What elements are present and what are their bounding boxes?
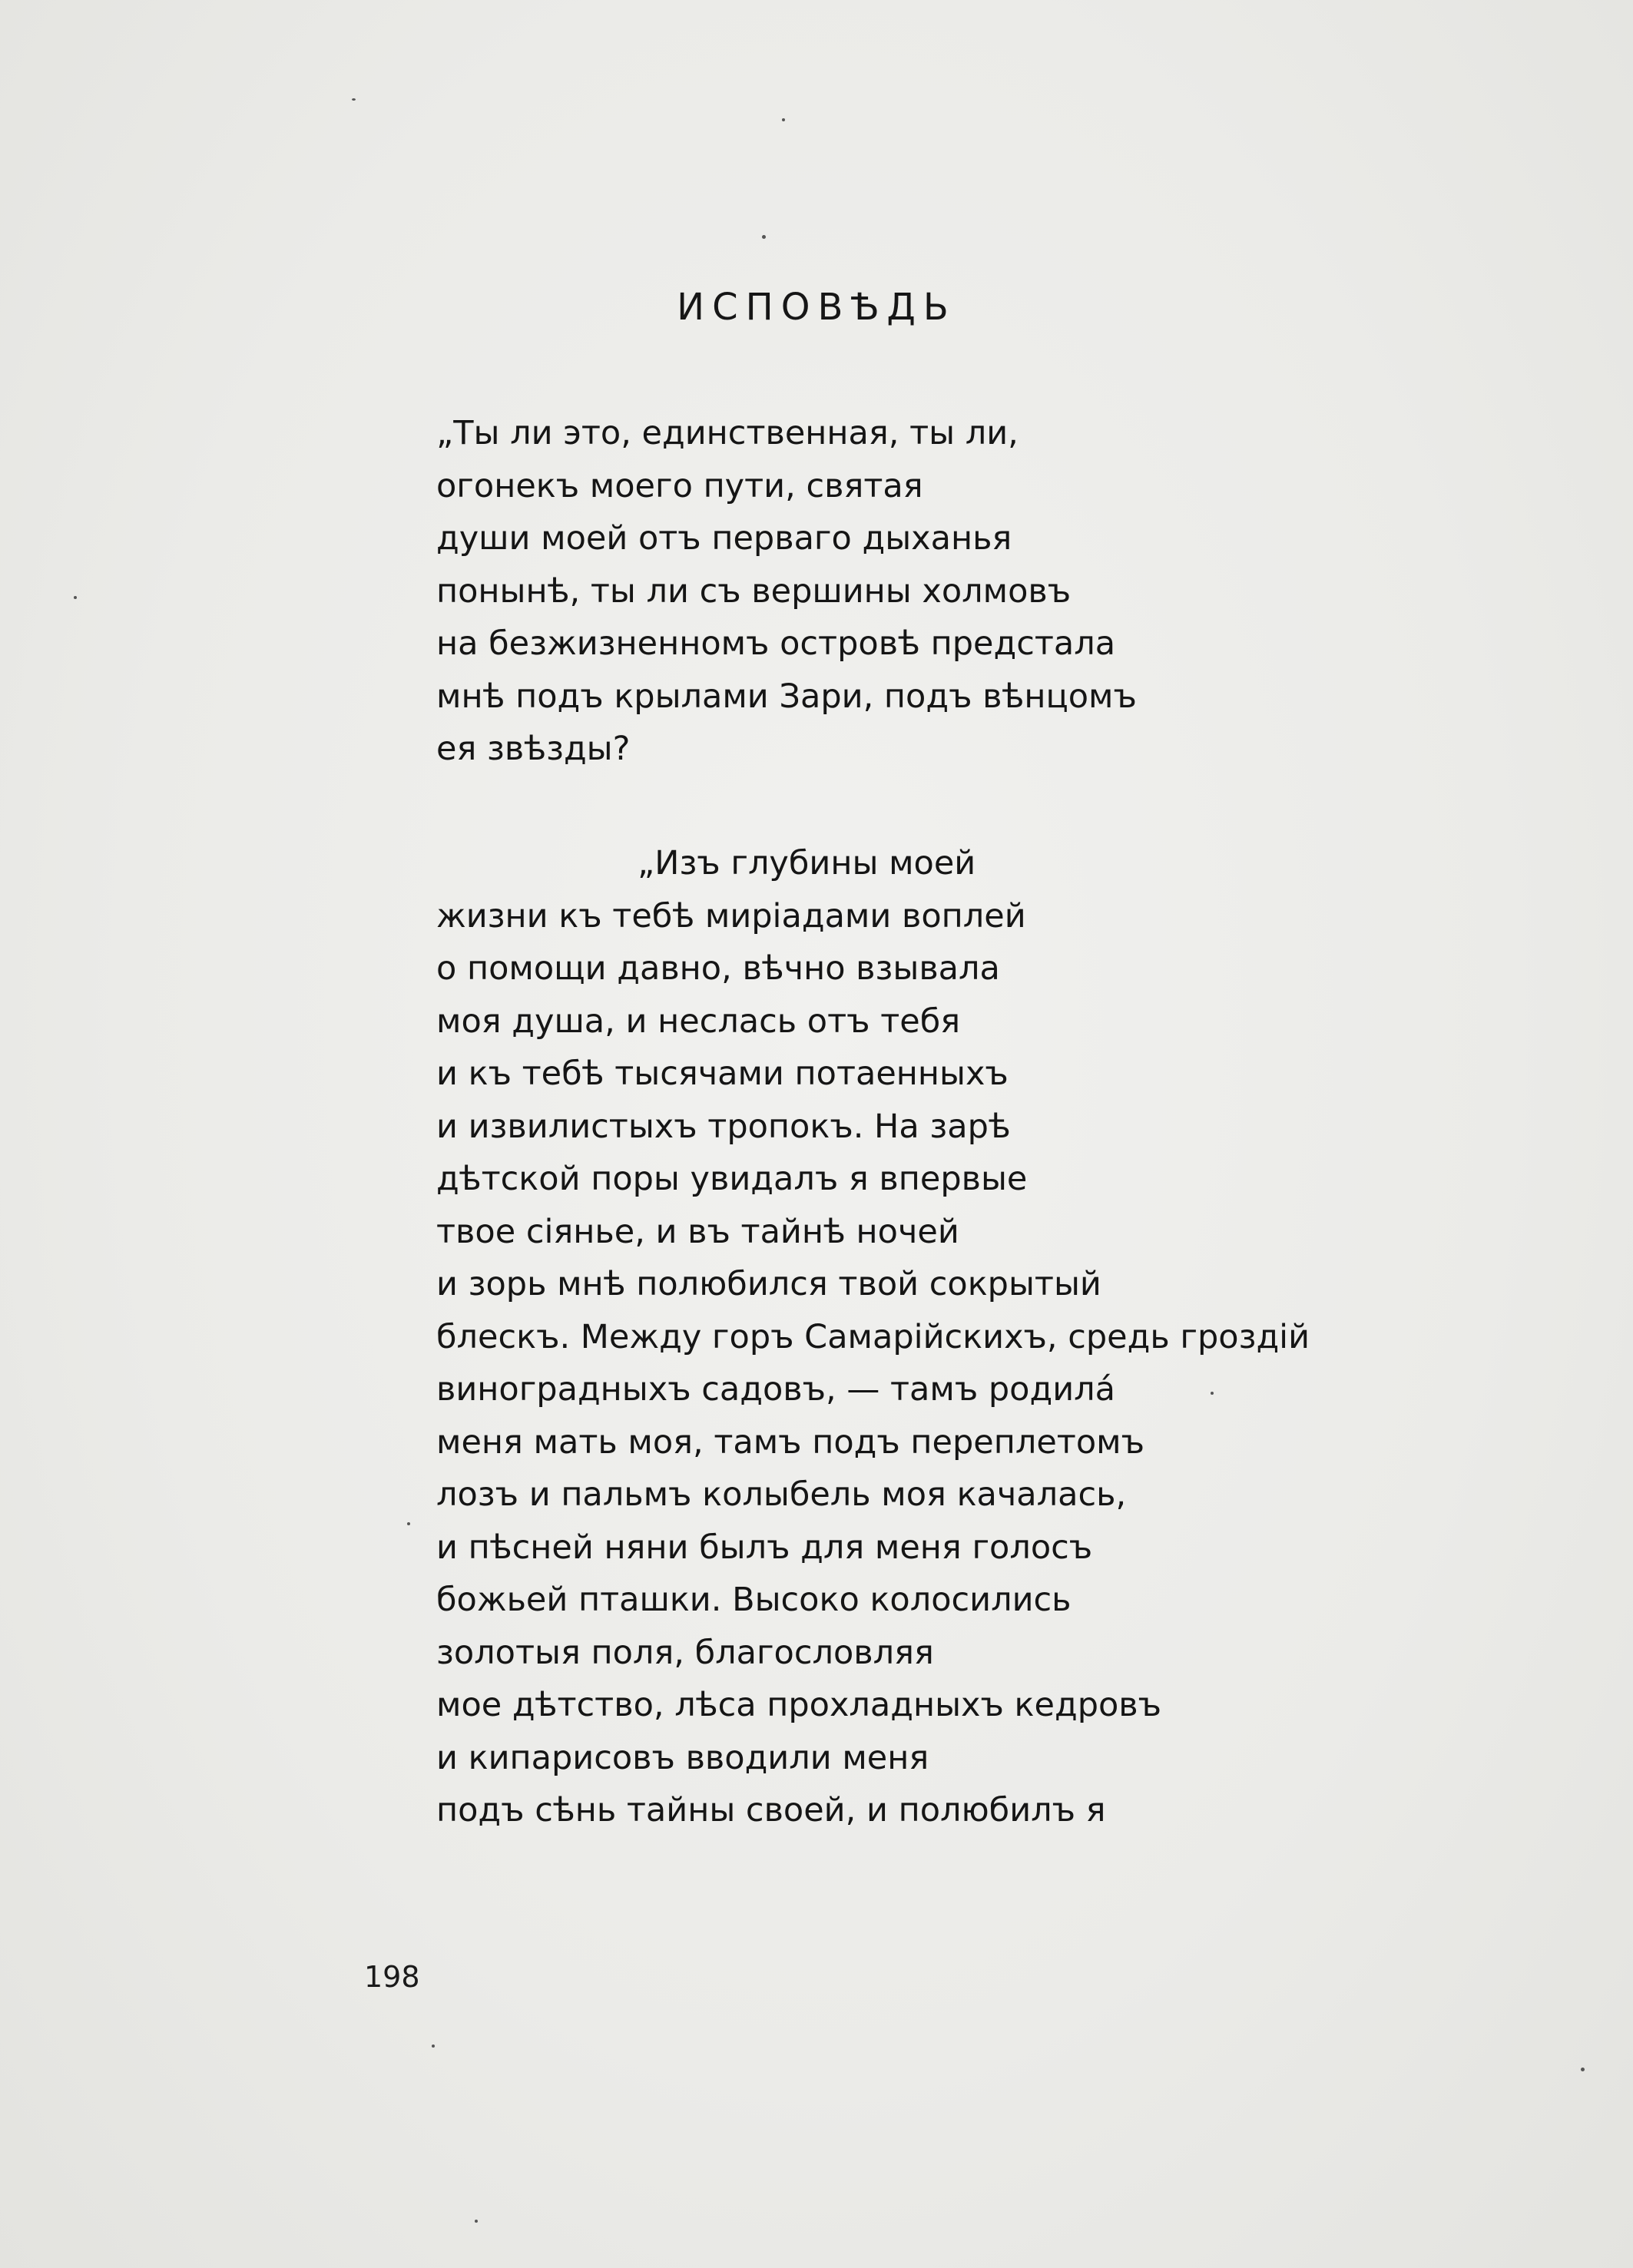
scan-speck (74, 596, 77, 599)
verse-line: и извилистыхъ тропокъ. На зарѣ (436, 1107, 1011, 1146)
verse-line: „Ты ли это, единственная, ты ли, (436, 414, 1019, 452)
page-number: 198 (364, 1960, 420, 1994)
verse-line: моя душа, и неслась отъ тебя (436, 1002, 961, 1041)
verse-line: ея звѣзды? (436, 730, 631, 768)
verse-line: виноградныхъ садовъ, — тамъ родила́ (436, 1370, 1115, 1409)
scan-speck (432, 2045, 435, 2048)
verse-line: огонекъ моего пути, святая (436, 466, 923, 505)
verse-line: подъ сѣнь тайны своей, и полюбилъ я (436, 1791, 1106, 1829)
verse-line: и къ тебѣ тысячами потаенныхъ (436, 1055, 1009, 1093)
verse-line: о помощи давно, вѣчно взывала (436, 949, 1000, 988)
verse-line: на безжизненномъ островѣ предстала (436, 624, 1116, 663)
verse-line: твое сіянье, и въ тайнѣ ночей (436, 1212, 959, 1251)
verse-line: мое дѣтство, лѣса прохладныхъ кедровъ (436, 1686, 1162, 1724)
verse-line: и зорь мнѣ полюбился твой сокрытый (436, 1265, 1101, 1303)
verse-line: и кипарисовъ вводили меня (436, 1738, 929, 1777)
scan-speck (475, 2220, 478, 2223)
verse-line: жизни къ тебѣ миріадами воплей (436, 896, 1026, 935)
stanza-2 (436, 837, 1310, 1837)
verse-line: божьей пташки. Высоко колосились (436, 1581, 1072, 1619)
page-title: ИСПОВѢДЬ (677, 286, 956, 329)
verse-line: лозъ и пальмъ колыбель моя качалась, (436, 1475, 1127, 1514)
verse-line-indented: „Изъ глубины моей (638, 844, 976, 882)
stanza-1 (436, 407, 1137, 776)
verse-line: и пѣсней няни былъ для меня голосъ (436, 1528, 1093, 1567)
verse-line: меня мать моя, тамъ подъ переплетомъ (436, 1422, 1144, 1462)
verse-line: понынѣ, ты ли съ вершины холмовъ (436, 571, 1072, 611)
scan-speck (352, 98, 356, 101)
verse-line: души моей отъ перваго дыханья (436, 519, 1012, 558)
verse-line: блескъ. Между горъ Самарійскихъ, средь гроздій (436, 1317, 1310, 1356)
scan-speck (1211, 1392, 1214, 1395)
scan-speck (762, 235, 766, 239)
verse-line: золотыя поля, благословляя (436, 1633, 934, 1672)
verse-line: дѣтской поры увидалъ я впервые (436, 1160, 1028, 1198)
scan-speck (407, 1522, 410, 1525)
scan-speck (1581, 2068, 1585, 2071)
scan-speck (782, 118, 785, 121)
verse-line: мнѣ подъ крылами Зари, подъ вѣнцомъ (436, 677, 1137, 716)
